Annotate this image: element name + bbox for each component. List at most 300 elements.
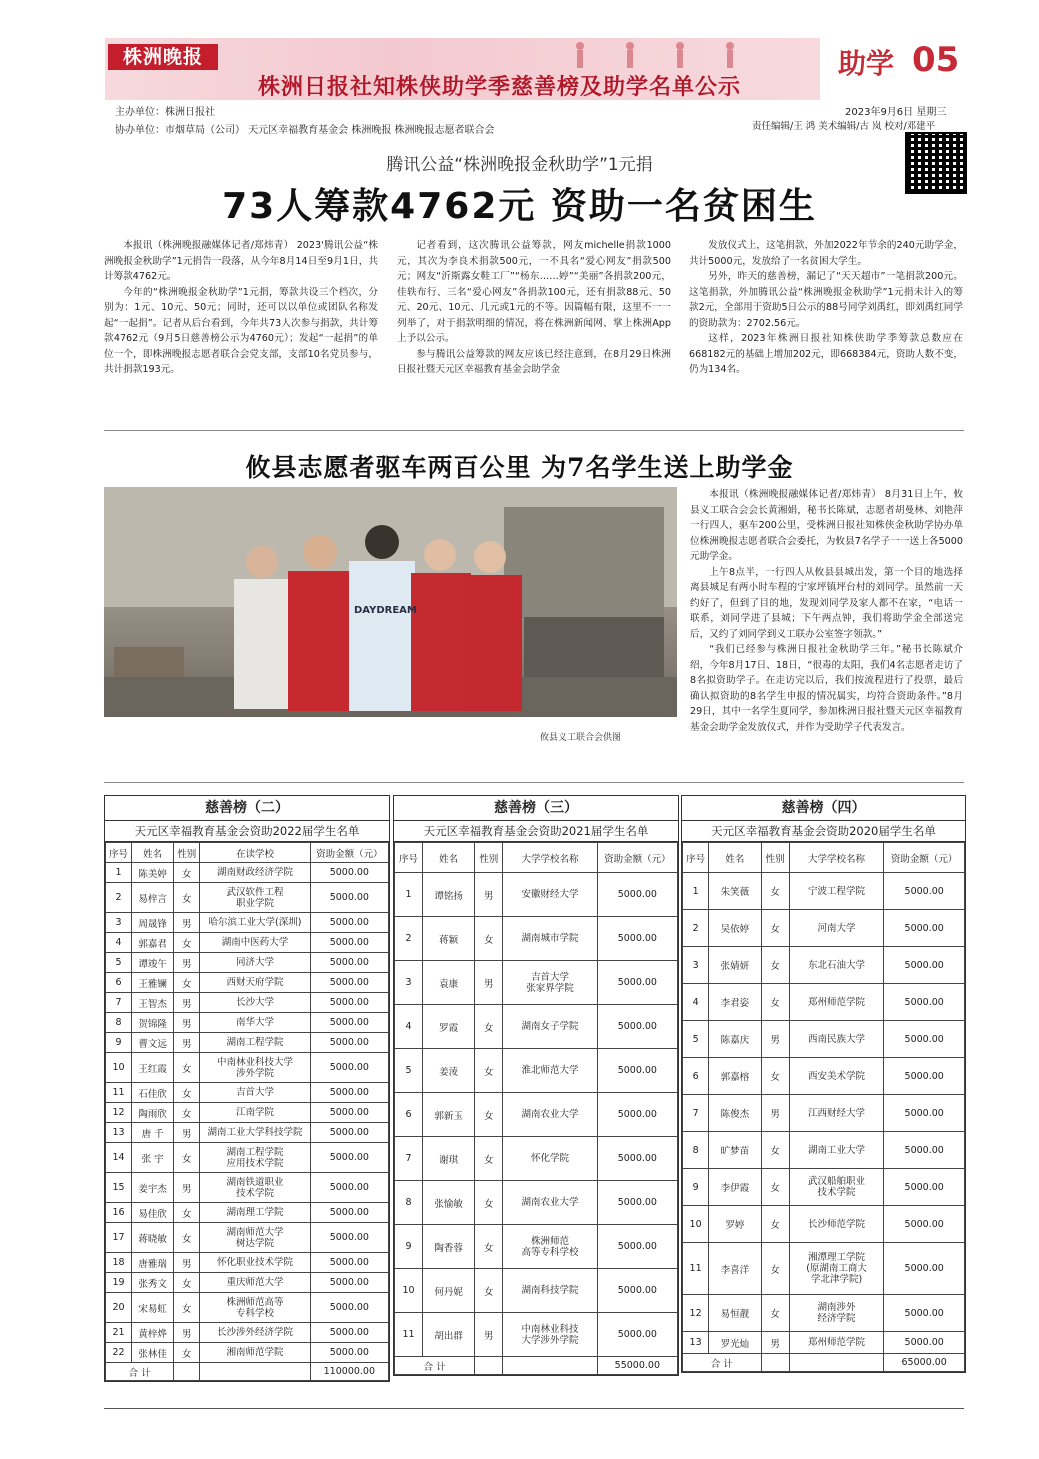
table-cell: 男 bbox=[761, 1095, 789, 1132]
table-cell: 周晟锋 bbox=[132, 913, 174, 933]
table-cell: 12 bbox=[106, 1103, 132, 1123]
total-label: 合 计 bbox=[683, 1354, 762, 1372]
table-row bbox=[106, 973, 389, 993]
table-cell: 旷梦苗 bbox=[709, 1132, 761, 1169]
table-cell: 女 bbox=[174, 1143, 200, 1173]
table-cell: 同济大学 bbox=[200, 953, 310, 973]
table-cell: 5000.00 bbox=[310, 1033, 388, 1053]
table-cell: 女 bbox=[761, 1132, 789, 1169]
table-row bbox=[106, 1223, 389, 1253]
section-divider bbox=[104, 782, 964, 783]
story1-column-2 bbox=[397, 238, 671, 378]
table-cell: 22 bbox=[106, 1343, 132, 1363]
table-cell: 蒋晓敏 bbox=[132, 1223, 174, 1253]
table-cell: 湖南中医药大学 bbox=[200, 933, 310, 953]
table-cell: 男 bbox=[174, 1013, 200, 1033]
table-cell: 王红霞 bbox=[132, 1053, 174, 1083]
table-cell: 5000.00 bbox=[310, 1293, 388, 1323]
table-cell: 5000.00 bbox=[310, 1083, 388, 1103]
table-cell: 6 bbox=[395, 1093, 423, 1137]
table-cell: 5000.00 bbox=[884, 1206, 965, 1243]
table-cell: 湖南工程学院 bbox=[200, 1033, 310, 1053]
column-header: 在读学校 bbox=[200, 843, 310, 863]
total-label: 合 计 bbox=[395, 1357, 475, 1375]
table-title: 慈善榜（二） bbox=[105, 796, 389, 821]
table-cell: 东北石油大学 bbox=[789, 947, 884, 984]
table-cell: 中南林业科技大学 涉外学院 bbox=[200, 1053, 310, 1083]
photo-caption: 攸县义工联合会供图 bbox=[540, 733, 622, 743]
table-cell: 女 bbox=[174, 1293, 200, 1323]
paragraph: 另外，昨天的慈善榜，漏记了“天天超市”一笔捐款200元。这笔捐款，外加腾讯公益“株洲晚报金秋助学”1元捐未计入的筹款2元，全部用于资助5日公示的88号同学刘禹红，即刘禹红同学的资助款为：2702.56元。 bbox=[689, 271, 963, 329]
table-cell: 1 bbox=[106, 863, 132, 883]
table-cell: 5000.00 bbox=[884, 1243, 965, 1295]
table-cell: 怀化职业技术学院 bbox=[200, 1253, 310, 1273]
table-cell: 袁康 bbox=[423, 961, 475, 1005]
paragraph: 这样，2023年株洲日报社知株侠助学季筹款总数应在668182元的基础上增加202元，即668384元，资助人数不变，仍为134名。 bbox=[689, 333, 963, 375]
table-cell: 河南大学 bbox=[789, 910, 884, 947]
table-cell: 15 bbox=[106, 1173, 132, 1203]
table-row bbox=[106, 1013, 389, 1033]
table-cell: 姜宇杰 bbox=[132, 1173, 174, 1203]
table-cell: 湖南工业大学科技学院 bbox=[200, 1123, 310, 1143]
table-cell: 湖南铁道职业 技术学院 bbox=[200, 1173, 310, 1203]
total-amount: 55000.00 bbox=[597, 1357, 677, 1375]
table-row bbox=[106, 1293, 389, 1323]
paragraph: 今年的“株洲晚报金秋助学”1元捐，筹款共设三个档次，分别为：1元、10元、50元；同时，还可以以单位或团队名称发起“一起捐”。记者从后台看到，今年共73人次参与捐款，共计筹款4762元（9月5日慈善榜公示为4760元）；发起“一起捐”的单位一个，即株洲晚报志愿者联合会党支部，支部10名党员参与，共计捐款193元。 bbox=[104, 286, 378, 375]
column-header: 序号 bbox=[395, 843, 423, 873]
table-cell: 5000.00 bbox=[310, 1123, 388, 1143]
table-cell: 10 bbox=[395, 1269, 423, 1313]
table-cell: 西财天府学院 bbox=[200, 973, 310, 993]
co-sponsor-line: 协办单位：市烟草局（公司） 天元区幸福教育基金会 株洲晚报 株洲晚报志愿者联合会 bbox=[115, 125, 495, 136]
table-cell: 女 bbox=[174, 933, 200, 953]
table-cell: 男 bbox=[174, 913, 200, 933]
table-cell: 唐 千 bbox=[132, 1123, 174, 1143]
table-row bbox=[106, 1323, 389, 1343]
table-cell: 陈美婷 bbox=[132, 863, 174, 883]
volunteers-photo bbox=[104, 487, 677, 717]
table-cell: 男 bbox=[174, 1253, 200, 1273]
table-row bbox=[395, 1049, 678, 1093]
table-row bbox=[683, 1206, 965, 1243]
table-subtitle: 天元区幸福教育基金会资助2021届学生名单 bbox=[394, 821, 678, 842]
table-cell: 江西财经大学 bbox=[789, 1095, 884, 1132]
table-cell: 女 bbox=[761, 910, 789, 947]
table-cell: 女 bbox=[475, 1005, 503, 1049]
table-cell: 罗婷 bbox=[709, 1206, 761, 1243]
table-cell: 男 bbox=[174, 1123, 200, 1143]
charity-table-3 bbox=[393, 795, 679, 1376]
table-cell: 罗光灿 bbox=[709, 1332, 761, 1354]
table-cell: 张愉敏 bbox=[423, 1181, 475, 1225]
table-cell: 女 bbox=[475, 1181, 503, 1225]
table-cell: 5000.00 bbox=[310, 953, 388, 973]
table-cell: 5000.00 bbox=[884, 1021, 965, 1058]
table-row bbox=[106, 953, 389, 973]
table-cell: 湖南财政经济学院 bbox=[200, 863, 310, 883]
column-header: 资助金额（元） bbox=[310, 843, 388, 863]
table-cell: 8 bbox=[395, 1181, 423, 1225]
table-cell: 5000.00 bbox=[310, 1173, 388, 1203]
table-cell: 5000.00 bbox=[884, 947, 965, 984]
table-row bbox=[395, 1093, 678, 1137]
table-cell: 怀化学院 bbox=[503, 1137, 597, 1181]
column-header: 性别 bbox=[475, 843, 503, 873]
table-cell: 南华大学 bbox=[200, 1013, 310, 1033]
paragraph: 发放仪式上，这笔捐款，外加2022年节余的240元助学金，共计5000元，发放给了一名贫困大学生。 bbox=[689, 240, 963, 267]
table-cell: 张 宇 bbox=[132, 1143, 174, 1173]
charity-table-2 bbox=[104, 795, 390, 1382]
table-cell: 5000.00 bbox=[884, 1295, 965, 1332]
table-cell: 曹文远 bbox=[132, 1033, 174, 1053]
table-cell: 女 bbox=[475, 1225, 503, 1269]
table-cell: 13 bbox=[106, 1123, 132, 1143]
table-cell: 男 bbox=[475, 873, 503, 917]
table-row bbox=[106, 1203, 389, 1223]
footer-rule bbox=[104, 1408, 964, 1409]
table-row bbox=[395, 917, 678, 961]
table-cell: 湘南师范学院 bbox=[200, 1343, 310, 1363]
table-cell: 12 bbox=[683, 1295, 709, 1332]
table-row bbox=[106, 1123, 389, 1143]
table-row bbox=[106, 1273, 389, 1293]
table-cell: 男 bbox=[174, 953, 200, 973]
table-cell: 易恒靓 bbox=[709, 1295, 761, 1332]
story1-headline: 73人筹款4762元 资助一名贫困生 bbox=[222, 186, 817, 227]
newspaper-logo: 株洲晚报 bbox=[108, 44, 218, 70]
table-cell: 陈嘉庆 bbox=[709, 1021, 761, 1058]
table-cell: 女 bbox=[761, 1243, 789, 1295]
table-cell: 5000.00 bbox=[884, 873, 965, 910]
table-cell: 吴依婷 bbox=[709, 910, 761, 947]
table-cell: 21 bbox=[106, 1323, 132, 1343]
table-cell: 长沙师范学院 bbox=[789, 1206, 884, 1243]
table-row bbox=[683, 947, 965, 984]
table-cell: 株洲师范高等 专科学校 bbox=[200, 1293, 310, 1323]
table-cell: 5000.00 bbox=[310, 883, 388, 913]
table-cell: 女 bbox=[475, 1049, 503, 1093]
paragraph: “我们已经参与株洲日报社金秋助学三年。”秘书长陈斌介绍，今年8月17日、18日，“很毒的太阳，我们4名志愿者走访了8名拟资助学子。在走访完以后，我们按流程进行了投票，最后确认拟资助的8名学生申报的情况属实，均符合资助条件。”8月29日，其中一名学生夏同学，参加株洲日报社暨天元区幸福教育基金会助学金发放仪式，并作为受助学子代表发言。 bbox=[690, 644, 963, 733]
table-cell: 5000.00 bbox=[884, 1058, 965, 1095]
table-row bbox=[683, 1295, 965, 1332]
column-header: 资助金额（元） bbox=[597, 843, 677, 873]
table-row bbox=[395, 1181, 678, 1225]
table-row bbox=[683, 1021, 965, 1058]
table-cell: 武汉船舶职业 技术学院 bbox=[789, 1169, 884, 1206]
table-header-row bbox=[106, 843, 389, 863]
table-cell: 5000.00 bbox=[597, 873, 677, 917]
table-cell: 5000.00 bbox=[310, 1323, 388, 1343]
table-row bbox=[683, 910, 965, 947]
table-cell: 女 bbox=[174, 1273, 200, 1293]
table-cell: 长沙涉外经济学院 bbox=[200, 1323, 310, 1343]
table-row bbox=[106, 1053, 389, 1083]
table-cell: 5000.00 bbox=[597, 1093, 677, 1137]
table-cell: 女 bbox=[761, 873, 789, 910]
column-header: 资助金额（元） bbox=[884, 843, 965, 873]
table-cell: 8 bbox=[683, 1132, 709, 1169]
table-cell: 朱笑薇 bbox=[709, 873, 761, 910]
photo-illustration bbox=[104, 487, 677, 717]
table-row bbox=[395, 1269, 678, 1313]
table-cell: 女 bbox=[174, 1053, 200, 1083]
table-cell: 5000.00 bbox=[310, 1013, 388, 1033]
table-cell: 4 bbox=[106, 933, 132, 953]
table-cell: 5000.00 bbox=[310, 913, 388, 933]
table-cell: 4 bbox=[683, 984, 709, 1021]
table-cell: 14 bbox=[106, 1143, 132, 1173]
paragraph: 本报讯（株洲晚报融媒体记者/郑炜青） 8月31日上午，攸县义工联合会会长黄湘娟，秘书长陈斌，志愿者胡曼林、刘艳萍一行四人，驱车200公里，受株洲日报社知株侠金秋助学协办单位株洲晚报志愿者联合会委托，为攸县7名学子一一送上各5000元助学金。 bbox=[690, 489, 963, 562]
table-cell: 5 bbox=[395, 1049, 423, 1093]
total-label: 合 计 bbox=[106, 1363, 174, 1381]
column-header: 姓名 bbox=[709, 843, 761, 873]
paragraph: 本报讯（株洲晚报融媒体记者/郑炜青） 2023'腾讯公益“株洲晚报金秋助学”1元捐告一段落，从今年8月14日至9月1日，共计筹款4762元。 bbox=[104, 240, 378, 282]
section-divider bbox=[104, 430, 964, 431]
table-header-row bbox=[683, 843, 965, 873]
table-cell: 何丹妮 bbox=[423, 1269, 475, 1313]
table-cell: 女 bbox=[174, 1083, 200, 1103]
table-cell: 男 bbox=[475, 961, 503, 1005]
table-row bbox=[106, 933, 389, 953]
table-row bbox=[395, 1225, 678, 1269]
table-cell: 18 bbox=[106, 1253, 132, 1273]
table-row bbox=[106, 1253, 389, 1273]
table-cell: 11 bbox=[683, 1243, 709, 1295]
table-cell: 西安美术学院 bbox=[789, 1058, 884, 1095]
table-cell: 5000.00 bbox=[884, 1095, 965, 1132]
column-header: 姓名 bbox=[132, 843, 174, 863]
story1-kicker: 腾讯公益“株洲晚报金秋助学”1元捐 bbox=[386, 155, 653, 175]
table-cell: 女 bbox=[761, 1169, 789, 1206]
table-cell: 湖南农业大学 bbox=[503, 1093, 597, 1137]
table-cell: 10 bbox=[683, 1206, 709, 1243]
shirt-print: DAYDREAM bbox=[354, 605, 417, 616]
table-cell: 16 bbox=[106, 1203, 132, 1223]
table-cell: 5000.00 bbox=[310, 1253, 388, 1273]
table-cell: 5000.00 bbox=[310, 1053, 388, 1083]
table-total-row bbox=[683, 1354, 965, 1372]
table-cell: 黄梓烨 bbox=[132, 1323, 174, 1343]
total-amount: 110000.00 bbox=[310, 1363, 388, 1381]
table-cell: 5000.00 bbox=[884, 1132, 965, 1169]
table-total-row bbox=[106, 1363, 389, 1381]
table-cell: 男 bbox=[761, 1021, 789, 1058]
table-cell: 易梓言 bbox=[132, 883, 174, 913]
table-cell: 2 bbox=[395, 917, 423, 961]
story1-column-1 bbox=[104, 238, 378, 378]
table-cell: 哈尔滨工业大学(深圳) bbox=[200, 913, 310, 933]
table-cell: 湘潭理工学院 (原湖南工商大 学北津学院) bbox=[789, 1243, 884, 1295]
story2-column bbox=[690, 487, 963, 735]
table-cell: 8 bbox=[106, 1013, 132, 1033]
table-row bbox=[683, 1332, 965, 1354]
column-header: 序号 bbox=[683, 843, 709, 873]
column-header: 性别 bbox=[174, 843, 200, 863]
table-cell: 2 bbox=[683, 910, 709, 947]
table-cell: 易佳欣 bbox=[132, 1203, 174, 1223]
table-cell: 女 bbox=[174, 973, 200, 993]
page-number: 05 bbox=[912, 40, 960, 80]
table-cell: 江南学院 bbox=[200, 1103, 310, 1123]
table-cell: 2 bbox=[106, 883, 132, 913]
table-row bbox=[106, 1143, 389, 1173]
table-cell: 5000.00 bbox=[310, 973, 388, 993]
table-cell: 3 bbox=[106, 913, 132, 933]
table-cell: 李喜洋 bbox=[709, 1243, 761, 1295]
table-row bbox=[106, 883, 389, 913]
table-cell: 湖南女子学院 bbox=[503, 1005, 597, 1049]
table-cell: 17 bbox=[106, 1223, 132, 1253]
table-cell: 4 bbox=[395, 1005, 423, 1049]
table-cell: 女 bbox=[761, 1206, 789, 1243]
table-row bbox=[683, 1132, 965, 1169]
table-cell: 19 bbox=[106, 1273, 132, 1293]
table-cell: 吉首大学 bbox=[200, 1083, 310, 1103]
sponsor-line: 主办单位：株洲日报社 bbox=[115, 107, 215, 118]
table-row bbox=[106, 1103, 389, 1123]
table-cell: 7 bbox=[683, 1095, 709, 1132]
table-cell bbox=[475, 1357, 503, 1375]
table-cell: 5000.00 bbox=[597, 1269, 677, 1313]
table-cell: 5000.00 bbox=[884, 1169, 965, 1206]
table-cell: 西南民族大学 bbox=[789, 1021, 884, 1058]
table-row bbox=[395, 873, 678, 917]
table-cell: 中南林业科技 大学涉外学院 bbox=[503, 1313, 597, 1357]
paragraph: 记者看到，这次腾讯公益筹款，网友michelle捐款1000元，其次为李良术捐款500元，一不具名“爱心网友”捐款500元；网友“沂斯露女鞋工厂”“杨东……婷”“美丽”各捐款200元，佳轶布行、三名“爱心网友”各捐款100元，还有捐款88元、50元、20元、10元、几元或1元的不等。因篇幅有限，这里不一一列举了，对于捐款明细的情况，将在株洲新闻网、掌上株洲App上予以公示。 bbox=[397, 240, 671, 344]
column-header: 大学学校名称 bbox=[503, 843, 597, 873]
table-cell: 女 bbox=[761, 947, 789, 984]
table-cell: 郑州师范学院 bbox=[789, 1332, 884, 1354]
table-row bbox=[683, 1058, 965, 1095]
table-row bbox=[395, 1137, 678, 1181]
table-cell: 武汉软件工程 职业学院 bbox=[200, 883, 310, 913]
table-cell: 李伊霞 bbox=[709, 1169, 761, 1206]
table-cell: 男 bbox=[174, 1323, 200, 1343]
table-row bbox=[683, 1095, 965, 1132]
table-cell: 6 bbox=[106, 973, 132, 993]
table-title: 慈善榜（三） bbox=[394, 796, 678, 821]
table-cell: 郭嘉君 bbox=[132, 933, 174, 953]
student-list-table bbox=[105, 842, 389, 1381]
table-cell: 女 bbox=[475, 1137, 503, 1181]
table-cell: 石佳欣 bbox=[132, 1083, 174, 1103]
table-cell: 9 bbox=[106, 1033, 132, 1053]
table-cell: 湖南工业大学 bbox=[789, 1132, 884, 1169]
table-cell: 5000.00 bbox=[884, 910, 965, 947]
table-row bbox=[683, 1169, 965, 1206]
column-header: 大学学校名称 bbox=[789, 843, 884, 873]
table-row bbox=[106, 993, 389, 1013]
column-header: 姓名 bbox=[423, 843, 475, 873]
table-cell: 10 bbox=[106, 1053, 132, 1083]
table-cell: 女 bbox=[761, 984, 789, 1021]
table-cell: 女 bbox=[761, 1295, 789, 1332]
table-cell: 王智杰 bbox=[132, 993, 174, 1013]
table-cell: 淮北师范大学 bbox=[503, 1049, 597, 1093]
charity-table-4 bbox=[681, 795, 966, 1373]
date-line: 2023年9月6日 星期三 bbox=[845, 107, 947, 118]
table-cell: 重庆师范大学 bbox=[200, 1273, 310, 1293]
table-cell: 湖南理工学院 bbox=[200, 1203, 310, 1223]
table-cell: 湖南农业大学 bbox=[503, 1181, 597, 1225]
table-cell: 谢琪 bbox=[423, 1137, 475, 1181]
table-cell: 5000.00 bbox=[597, 1313, 677, 1357]
table-cell: 5000.00 bbox=[310, 1143, 388, 1173]
table-cell: 6 bbox=[683, 1058, 709, 1095]
table-cell: 9 bbox=[683, 1169, 709, 1206]
table-cell bbox=[789, 1354, 884, 1372]
table-cell: 13 bbox=[683, 1332, 709, 1354]
column-header: 序号 bbox=[106, 843, 132, 863]
table-cell: 5000.00 bbox=[310, 933, 388, 953]
table-cell: 湖南师范大学 树达学院 bbox=[200, 1223, 310, 1253]
table-row bbox=[683, 984, 965, 1021]
table-row bbox=[395, 961, 678, 1005]
story1-column-3 bbox=[689, 238, 963, 378]
table-row bbox=[683, 1243, 965, 1295]
table-cell: 女 bbox=[761, 1058, 789, 1095]
table-row bbox=[106, 1173, 389, 1203]
table-cell: 吉首大学 张家界学院 bbox=[503, 961, 597, 1005]
column-header: 性别 bbox=[761, 843, 789, 873]
table-cell: 3 bbox=[683, 947, 709, 984]
table-cell: 3 bbox=[395, 961, 423, 1005]
section-name: 助学 bbox=[838, 47, 895, 80]
table-cell: 5000.00 bbox=[310, 1203, 388, 1223]
table-cell: 罗霞 bbox=[423, 1005, 475, 1049]
student-list-table bbox=[682, 842, 965, 1372]
table-cell: 女 bbox=[475, 1093, 503, 1137]
table-cell: 女 bbox=[174, 1223, 200, 1253]
table-cell: 湖南涉外 经济学院 bbox=[789, 1295, 884, 1332]
table-cell: 陈俊杰 bbox=[709, 1095, 761, 1132]
table-cell: 5000.00 bbox=[597, 961, 677, 1005]
table-cell: 长沙大学 bbox=[200, 993, 310, 1013]
table-cell: 女 bbox=[475, 1269, 503, 1313]
table-cell: 安徽财经大学 bbox=[503, 873, 597, 917]
table-cell: 陶雨欣 bbox=[132, 1103, 174, 1123]
table-cell: 5 bbox=[106, 953, 132, 973]
table-cell: 陶香蓉 bbox=[423, 1225, 475, 1269]
table-cell: 胡出群 bbox=[423, 1313, 475, 1357]
table-row bbox=[106, 1033, 389, 1053]
table-cell: 男 bbox=[174, 1033, 200, 1053]
table-cell: 5000.00 bbox=[310, 1343, 388, 1363]
table-cell: 女 bbox=[174, 1343, 200, 1363]
table-cell: 11 bbox=[106, 1083, 132, 1103]
table-row bbox=[106, 913, 389, 933]
table-cell: 5000.00 bbox=[310, 863, 388, 883]
table-cell: 女 bbox=[174, 883, 200, 913]
table-cell: 女 bbox=[174, 863, 200, 883]
table-cell: 5 bbox=[683, 1021, 709, 1058]
total-amount: 65000.00 bbox=[884, 1354, 965, 1372]
table-cell bbox=[503, 1357, 597, 1375]
table-cell: 张秀文 bbox=[132, 1273, 174, 1293]
table-cell: 11 bbox=[395, 1313, 423, 1357]
table-cell: 宋易虹 bbox=[132, 1293, 174, 1323]
table-row bbox=[395, 1005, 678, 1049]
table-subtitle: 天元区幸福教育基金会资助2022届学生名单 bbox=[105, 821, 389, 842]
table-cell: 7 bbox=[106, 993, 132, 1013]
table-row bbox=[395, 1313, 678, 1357]
table-cell bbox=[200, 1363, 310, 1381]
table-cell: 男 bbox=[475, 1313, 503, 1357]
table-cell: 5000.00 bbox=[884, 1332, 965, 1354]
table-cell: 郭嘉榕 bbox=[709, 1058, 761, 1095]
table-cell: 郭新玉 bbox=[423, 1093, 475, 1137]
table-cell: 谭竣午 bbox=[132, 953, 174, 973]
